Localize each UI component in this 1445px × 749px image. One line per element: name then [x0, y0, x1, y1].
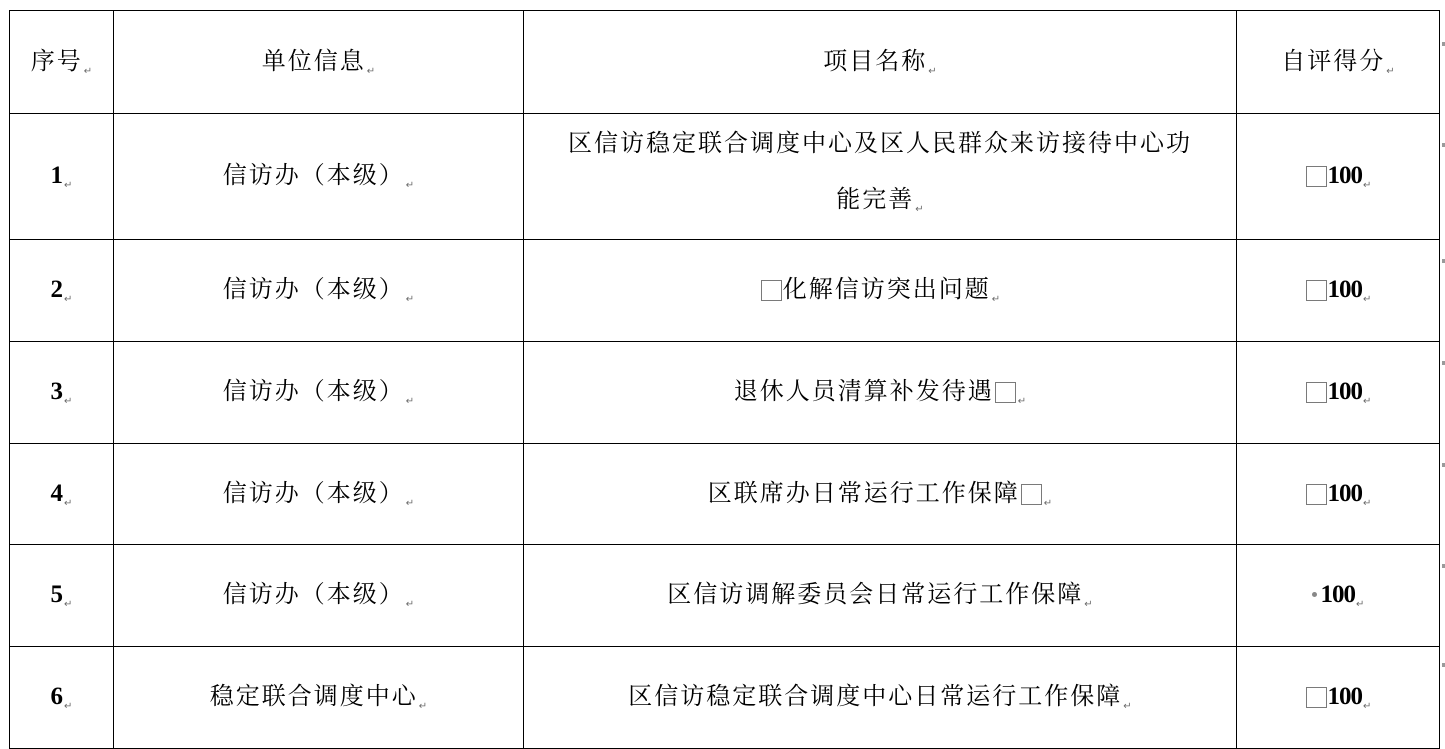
checkbox-icon: [995, 382, 1016, 403]
paragraph-mark-icon: ↵: [64, 396, 73, 407]
row-unit: 信访办（本级）: [222, 478, 405, 507]
paragraph-mark-icon: ↵: [928, 65, 937, 77]
row-score-cell: [1237, 240, 1440, 342]
row-score: 100: [1320, 581, 1356, 608]
row-project-cell: [524, 114, 1237, 240]
row-unit: 信访办（本级）: [222, 377, 405, 405]
row-index-cell: [10, 114, 114, 240]
row-index-cell: [10, 444, 114, 545]
paragraph-mark-icon: ↵: [1363, 294, 1372, 305]
row-score: 100: [1327, 683, 1363, 710]
paragraph-mark-icon: ↵: [1356, 599, 1365, 610]
row-unit-cell: [114, 647, 524, 749]
paragraph-mark-icon: ↵: [405, 294, 415, 305]
row-project: 退休人员清算补发待遇: [733, 377, 994, 405]
checkbox-icon: [761, 280, 782, 301]
table-row: [10, 114, 1440, 240]
row-unit: 信访办（本级）: [222, 580, 405, 608]
row-unit-cell: [114, 240, 524, 342]
paragraph-mark-icon: ↵: [418, 701, 428, 712]
row-index: 4: [50, 479, 64, 507]
header-row: [10, 11, 1440, 114]
row-score: 100: [1327, 162, 1363, 189]
row-score-cell: [1237, 342, 1440, 444]
table-row: [10, 545, 1440, 647]
project-table: [9, 10, 1440, 749]
checkbox-icon: [1306, 687, 1327, 708]
paragraph-mark-icon: ↵: [405, 599, 415, 610]
table-row: [10, 647, 1440, 749]
row-unit-cell: [114, 342, 524, 444]
table-row: [10, 444, 1440, 545]
row-project: 化解信访突出问题: [782, 275, 991, 303]
row-index-cell: [10, 647, 114, 749]
row-project-cell: [524, 240, 1237, 342]
row-index-cell: [10, 342, 114, 444]
row-score-cell: [1237, 444, 1440, 545]
row-project-cell: [524, 444, 1237, 545]
row-index-cell: [10, 545, 114, 647]
row-unit: 稳定联合调度中心: [209, 682, 418, 710]
paragraph-mark-icon: ↵: [64, 294, 73, 305]
paragraph-mark-icon: ↵: [405, 396, 415, 407]
header-unit: [114, 11, 524, 114]
paragraph-mark-icon: ↵: [1043, 497, 1053, 509]
row-index: 1: [50, 162, 64, 189]
header-index: [10, 11, 114, 114]
row-project: 区信访稳定联合调度中心日常运行工作保障: [628, 682, 1123, 710]
paragraph-mark-icon: ↵: [991, 294, 1001, 305]
paragraph-mark-icon: ↵: [1363, 180, 1372, 191]
row-index: 6: [50, 683, 64, 710]
row-score-cell: [1237, 647, 1440, 749]
row-project: 区信访调解委员会日常运行工作保障: [667, 580, 1084, 608]
row-project-cell: [524, 647, 1237, 749]
header-project-text: 项目名称: [823, 46, 928, 75]
checkbox-icon: [1021, 484, 1042, 505]
row-project-cell: [524, 342, 1237, 444]
paragraph-mark-icon: ↵: [64, 599, 73, 610]
paragraph-mark-icon: ↵: [915, 204, 924, 215]
checkbox-icon: [1306, 166, 1327, 187]
paragraph-mark-icon: ↵: [83, 65, 93, 77]
row-index-cell: [10, 240, 114, 342]
row-unit-cell: [114, 444, 524, 545]
paragraph-mark-icon: ↵: [1123, 701, 1132, 712]
row-score-cell: [1237, 545, 1440, 647]
table-row: [10, 240, 1440, 342]
paragraph-mark-icon: ↵: [1084, 599, 1093, 610]
row-project-line1: 区信访稳定联合调度中心及区人民群众来访接待中心功: [568, 129, 1192, 157]
row-project-line2: 能完善: [836, 185, 915, 213]
paragraph-mark-icon: ↵: [366, 65, 376, 77]
row-project-cell: [524, 545, 1237, 647]
row-index: 3: [50, 378, 64, 405]
bullet-dot-icon: [1312, 592, 1317, 597]
row-project: 区联席办日常运行工作保障: [707, 478, 1020, 507]
paragraph-mark-icon: ↵: [1363, 396, 1372, 407]
row-index: 5: [50, 581, 64, 608]
paragraph-mark-icon: ↵: [1363, 497, 1372, 509]
checkbox-icon: [1306, 280, 1327, 301]
table-row: [10, 342, 1440, 444]
paragraph-mark-icon: ↵: [1017, 396, 1027, 407]
header-index-text: 序号: [30, 46, 83, 75]
paragraph-mark-icon: ↵: [1386, 65, 1395, 77]
paragraph-mark-icon: ↵: [405, 497, 415, 509]
header-score-text: 自评得分: [1281, 46, 1386, 75]
paragraph-mark-icon: ↵: [1363, 701, 1372, 712]
row-unit: 信访办（本级）: [222, 161, 405, 189]
paragraph-mark-icon: ↵: [64, 180, 73, 191]
checkbox-icon: [1306, 382, 1327, 403]
row-unit: 信访办（本级）: [222, 275, 405, 303]
header-score: [1237, 11, 1440, 114]
row-unit-cell: [114, 114, 524, 240]
row-index: 2: [50, 276, 64, 303]
header-project: [524, 11, 1237, 114]
row-score-cell: [1237, 114, 1440, 240]
paragraph-mark-icon: ↵: [64, 497, 73, 509]
paragraph-mark-icon: ↵: [64, 701, 73, 712]
row-project-line2-wrap: [524, 170, 1236, 239]
paragraph-mark-icon: ↵: [405, 180, 415, 191]
row-unit-cell: [114, 545, 524, 647]
row-score: 100: [1327, 479, 1363, 507]
checkbox-icon: [1306, 484, 1327, 505]
header-unit-text: 单位信息: [261, 46, 366, 75]
row-score: 100: [1327, 378, 1363, 405]
row-score: 100: [1327, 276, 1363, 303]
